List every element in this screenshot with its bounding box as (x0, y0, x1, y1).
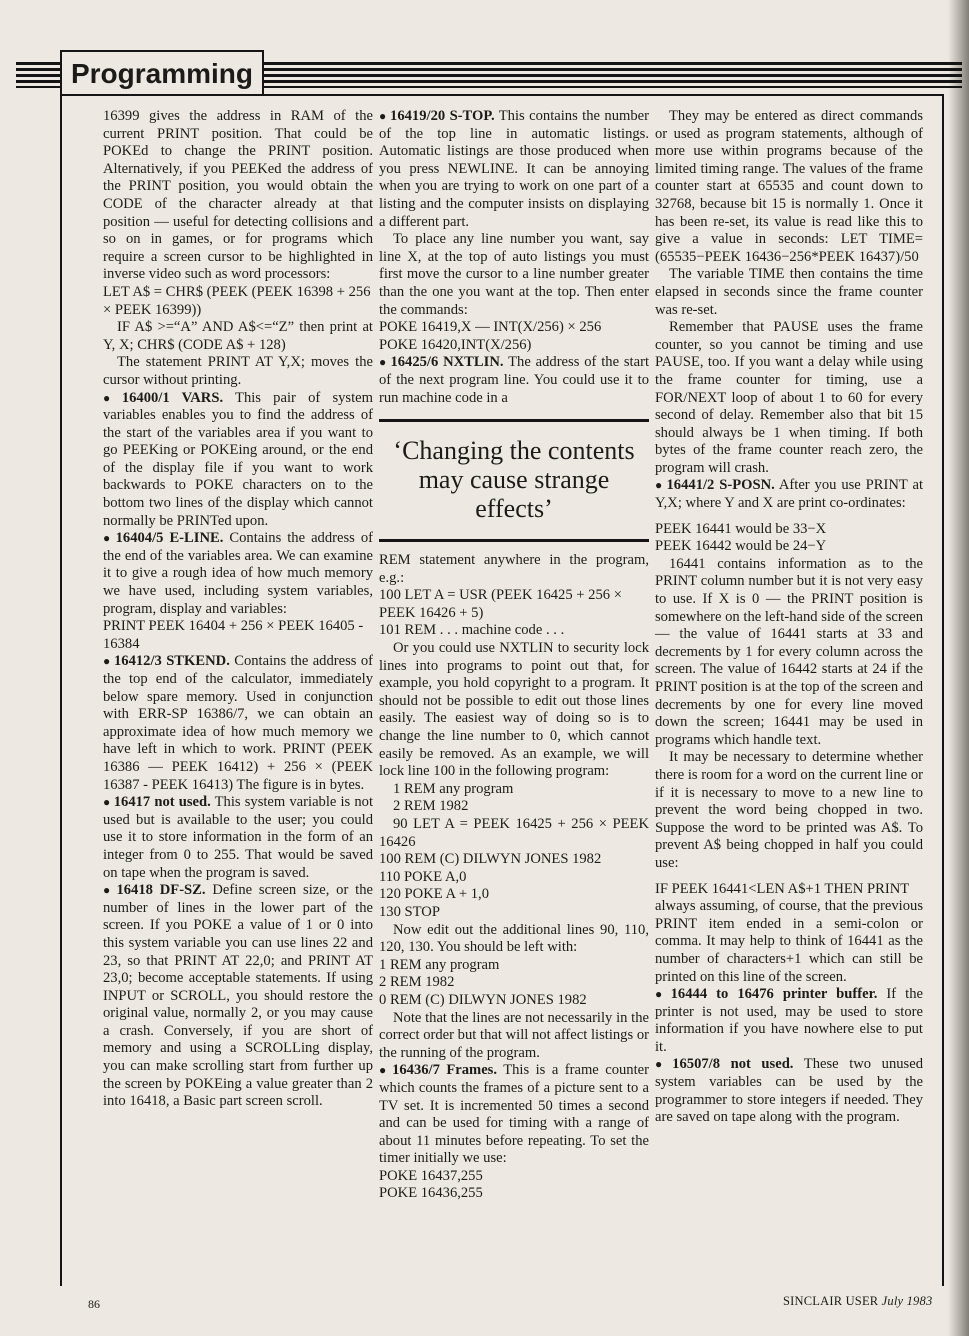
article-column-2 (379, 108, 649, 1203)
entry-s-top (379, 108, 649, 231)
entry-key: 16417 not used. (113, 794, 211, 811)
entry-key: 16444 to 16476 printer buffer. (670, 986, 878, 1003)
code-line: POKE 16436,255 (379, 1185, 483, 1202)
entry-text: This pair of system variables enables you to find the address of the start of the variables area if you want to go PEEKing or POKEing around, or the end of the display file if you want to work backwards to POKE characters on to the bottom two lines of the display which cannot normally be PRINTed upon. (103, 389, 373, 529)
entry-key: 16404/5 E-LINE. (115, 530, 224, 547)
header-rule-right (262, 62, 962, 88)
program-line: 2 REM 1982 (393, 798, 469, 815)
entry-text: This contains the number of the top line in automatic listings. Automatic listings are those produced when you press NEWLINE. It can be annoying when you are trying to work on one part of a listing and the computer insists on displaying a different part. (379, 108, 649, 230)
bullet-icon: ● (655, 1057, 670, 1072)
bullet-icon: ● (655, 478, 664, 493)
program-line: 100 REM (C) DILWYN JONES 1982 (379, 851, 602, 868)
entry-key: 16425/6 NXTLIN. (390, 354, 504, 371)
entry-text: Define screen size, or the number of lines in the lower part of the screen. If you POKE a value of 1 or 0 into this system variable you can use lines 22 and 23, so that PRINT AT 22,0; and PRINT AT 23,0; become acceptable statements. If using INPUT or SCROLL, you should restore the original value, normally 2, or you may cause a crash. Conversely, if you are short of memory and using a SCROLLing display, you can make scrolling start from further up the screen by POKEing a value greater than 2 into 16418, a Basic part screen scroll. (103, 882, 373, 1110)
bullet-icon: ● (655, 987, 668, 1002)
bullet-icon: ● (103, 531, 113, 546)
paragraph: The statement PRINT AT Y,X; moves the cursor without printing. (103, 354, 373, 388)
paragraph: 16441 contains information as to the PRINT column number but it is not very easy to use. If X is 0 — the PRINT position is somewhere on the left-hand side of the screen — the value of 16441 starts at 33 and decrements by 1 for every column across the screen. The value of 16442 starts at 24 if the PRINT position is at the top of the screen and decrements by one for every line moved down the screen; 16441 may be used in programs which handle text. (655, 555, 923, 748)
entry-key: 16436/7 Frames. (392, 1062, 498, 1079)
paragraph: REM statement anywhere in the program, e.g.: (379, 552, 649, 586)
pull-quote: ‘Changing the contents may cause strange effects’ (379, 419, 649, 542)
entry-stkend (103, 653, 373, 794)
entry-key: 16412/3 STKEND. (113, 653, 230, 670)
code-line: PRINT PEEK 16404 + 256 × PEEK 16405 - 16384 (103, 618, 364, 652)
bullet-icon: ● (379, 109, 388, 123)
entry-s-posn (655, 477, 923, 512)
program-line: 90 LET A = PEEK 16425 + 256 × PEEK 16426 (379, 816, 649, 850)
code-line: PEEK 16442 would be 24−Y (655, 538, 827, 555)
entry-printer-buffer (655, 986, 923, 1056)
code-line: IF PEEK 16441<LEN A$+1 THEN PRINT (655, 880, 910, 897)
entry-df-sz (103, 882, 373, 1111)
entry-text: This is a frame counter which counts the frames of a picture sent to a TV set. It is incremented 50 times a second and can be used for timing with a range of about 11 minutes before repeating. To set the timer initially we use: (379, 1062, 649, 1167)
code-line: IF A$ >=“A” AND A$<=“Z” then print at Y, X; CHR$ (CODE A$ + 128) (103, 319, 373, 353)
entry-key: 16419/20 S-TOP. (390, 108, 495, 124)
page-number: 86 (88, 1297, 100, 1311)
entry-frames (379, 1062, 649, 1168)
entry-nxtlin (379, 354, 649, 407)
entry-text: After you use PRINT at Y,X; where Y and X are print co-ordinates: (655, 477, 924, 512)
entry-text: Contains the address of the top end of the calculator, immediately below spare memory. Used in conjunction with ERR-SP 16386/7, we can obtain an approximate idea of how much memory we have left in which to work. PRINT (PEEK 16386 — PEEK 16412) + 256 × (PEEK 16387 - PEEK 16413) The figure is in bytes. (103, 653, 373, 793)
paragraph: It may be necessary to determine whether there is room for a word on the current line or if it is necessary to move to a new line to prevent the word being chopped in two. Suppose the word to be printed was A$. To prevent A$ being chopped in half you could use: (655, 749, 923, 871)
program-line: 1 REM any program (393, 780, 514, 797)
bullet-icon: ● (103, 883, 114, 898)
paragraph: Note that the lines are not necessarily in the correct order but that will not affect listings or the running of the program. (379, 1009, 649, 1061)
footer-magazine (783, 1294, 932, 1309)
bullet-icon: ● (103, 654, 111, 669)
article-column-1 (103, 108, 373, 1111)
code-line: 101 REM . . . machine code . . . (379, 622, 565, 639)
paragraph: always assuming, of course, that the previous PRINT item ended in a semi-colon or comma. It may help to think of 16441 as the number of characters+1 which can still be printed on this line of the screen. (655, 898, 923, 985)
program-line: 110 POKE A,0 (379, 868, 467, 885)
bullet-icon: ● (103, 795, 111, 810)
entry-text: If the printer is not used, may be used to store information if you have nowhere else to put it. (655, 986, 923, 1055)
program-line: 1 REM any program (379, 956, 500, 973)
page-edge-shadow (948, 0, 969, 1336)
entry-text: Contains the address of the end of the variables area. We can examine it to give a rough idea of how much memory we have used, including system variables, program, display and variables: (103, 530, 373, 617)
paragraph: Now edit out the additional lines 90, 110, 120, 130. You should be left with: (379, 921, 649, 956)
magazine-name: SINCLAIR USER (783, 1294, 879, 1308)
entry-text: These two unused system variables can be used by the programmer to store integers if needed. They are saved on tape along with the program. (655, 1056, 923, 1126)
paragraph: The variable TIME then contains the time elapsed in seconds since the frame counter was re-set. (655, 266, 923, 318)
paragraph: 16399 gives the address in RAM of the current PRINT position. That could be POKEd to change the PRINT position. Alternatively, if you PEEKed the address of the PRINT position, you would obtain the CODE of the character already at that position — useful for detecting collisions and so on in games, or for programs which require a screen cursor to be highlighted in inverse video such as word processors: (103, 108, 373, 283)
program-line: 120 POKE A + 1,0 (379, 886, 489, 903)
article-column-3 (655, 108, 923, 1127)
entry-key: 16507/8 not used. (672, 1056, 794, 1073)
entry-text: The address of the start of the next program line. You could use it to run machine code in a (379, 354, 650, 406)
entry-key: 16418 DF-SZ. (116, 882, 206, 899)
code-line: POKE 16419,X — INT(X/256) × 256 (379, 319, 602, 336)
entry-key: 16400/1 VARS. (121, 389, 224, 406)
section-header (0, 50, 969, 96)
entry-key: 16441/2 S-POSN. (666, 477, 775, 494)
program-line: 130 STOP (379, 903, 440, 920)
code-line: PEEK 16441 would be 33−X (655, 520, 827, 537)
paragraph: To place any line number you want, say line X, at the top of auto listings you must first move the cursor to a line number greater than the one you want at the top. Then enter the commands: (379, 231, 649, 318)
bullet-icon: ● (103, 390, 119, 405)
program-line: 0 REM (C) DILWYN JONES 1982 (379, 991, 587, 1008)
code-line: POKE 16437,255 (379, 1167, 483, 1184)
paragraph: Or you could use NXTLIN to security lock lines into programs to point out that, for example, you hold copyright to a program. It should not be possible to edit out those lines easily. The easiest way of doing so is to change the line number to 0, which cannot easily be removed. As an example, we will lock line 100 in the following program: (379, 640, 649, 780)
paragraph: They may be entered as direct commands or used as program statements, although of more use within programs because of the limited timing range. The values of the frame counter start at 65535 and count down to 32768, because bit 15 is normally 1. Once it has been re-set, its value is read like this to give a value in seconds: LET TIME=(65535−PEEK 16436−256*PEEK 16437)/50 (655, 108, 923, 265)
bullet-icon: ● (379, 355, 388, 370)
header-rule-left (16, 62, 60, 88)
paragraph: Remember that PAUSE uses the frame counter, so you cannot be timing and use PAUSE, too. If you want a delay while using the frame counter for timing, use a FOR/NEXT loop of about 1 to 60 for every second of delay. Remember also that bit 15 should always be 1 when timing. If both bytes of the frame counter reach zero, the program will crash. (655, 319, 923, 476)
section-title: Programming (60, 50, 264, 96)
entry-16417 (103, 794, 373, 882)
entry-e-line (103, 530, 373, 618)
entry-text: This system variable is not used but is available to the user; you could use it to store information in the form of an integer from 0 to 255. That would be saved on tape when the program is saved. (103, 794, 374, 881)
code-line: POKE 16420,INT(X/256) (379, 336, 532, 353)
code-line: 100 LET A = USR (PEEK 16425 + 256 × PEEK 16426 + 5) (379, 587, 622, 621)
issue-date: July 1983 (881, 1294, 933, 1308)
program-line: 2 REM 1982 (379, 974, 455, 991)
entry-vars (103, 390, 373, 531)
bullet-icon: ● (379, 1063, 390, 1078)
code-line: LET A$ = CHR$ (PEEK (PEEK 16398 + 256 × PEEK 16399)) (103, 283, 371, 318)
entry-16507 (655, 1056, 923, 1126)
